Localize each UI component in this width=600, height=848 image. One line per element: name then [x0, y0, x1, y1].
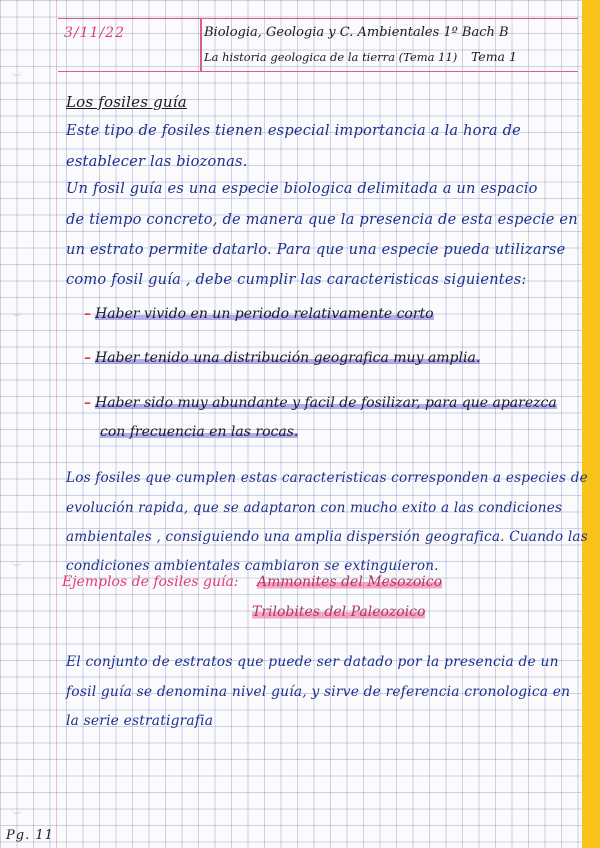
paragraph-line: como fosil guía , debe cumplir las caracteristicas siguientes:: [66, 271, 527, 288]
paragraph-line: ambientales , consiguiendo una amplia dispersión geografica. Cuando las: [66, 529, 588, 545]
page-number: Pg. 11: [6, 828, 54, 843]
margin-line: [56, 0, 57, 848]
paragraph-line: establecer las biozonas.: [66, 153, 248, 170]
paragraph-line: un estrato permite datarlo. Para que una especie pueda utilizarse: [66, 241, 566, 258]
page-header: [58, 18, 578, 72]
topic-line: [204, 49, 517, 64]
paragraph-line: Los fosiles que cumplen estas caracteristicas corresponden a especies de: [66, 470, 588, 486]
header-divider: [200, 19, 202, 71]
paragraph-line: Un fosil guía es una especie biologica delimitada a un espacio: [66, 180, 538, 197]
paragraph-line: evolución rapida, que se adaptaron con mucho exito a las condiciones: [66, 500, 563, 516]
bullet-item-continuation: [100, 424, 298, 440]
ring-hole-mark: [12, 310, 22, 316]
paragraph-line: de tiempo concreto, de manera que la presencia de esta especie en: [66, 211, 578, 228]
paragraph-line: la serie estratigrafia: [66, 713, 214, 729]
examples-line-2: [252, 604, 425, 620]
bullet-text: Haber sido muy abundante y facil de fosilizar, para que aparezca: [95, 395, 557, 411]
subject-line: [204, 25, 509, 40]
page-title: Los fosiles guía: [66, 93, 187, 111]
example-item: Ammonites del Mesozoico: [256, 574, 443, 590]
course: 1º Bach B: [443, 25, 509, 40]
bullet-item: – Haber vivido en un periodo relativamente corto: [84, 306, 434, 322]
yellow-page-edge: [582, 0, 600, 848]
paragraph-line: Este tipo de fosiles tienen especial importancia a la hora de: [66, 122, 521, 139]
topic: La historia geologica de la tierra (Tema 11): [204, 50, 458, 64]
ring-hole-mark: [12, 70, 22, 76]
examples-line: [62, 574, 442, 590]
bullet-text: Haber vivido en un periodo relativamente corto: [95, 306, 434, 322]
bullet-text: con frecuencia en las rocas.: [100, 424, 299, 440]
example-item: Trilobites del Paleozoico: [252, 604, 426, 620]
bullet-text: Haber tenido una distribución geografica muy amplia.: [95, 350, 481, 366]
examples-label: Ejemplos de fosiles guía:: [62, 574, 239, 590]
ring-hole-mark: [12, 808, 22, 814]
tema: Tema 1: [470, 49, 517, 64]
subject: Biologia, Geologia y C. Ambientales: [204, 25, 440, 40]
ring-hole-mark: [12, 560, 22, 566]
bullet-item: – Haber tenido una distribución geografica muy amplia.: [84, 350, 481, 366]
paragraph-line: condiciones ambientales cambiaron se extinguieron.: [66, 558, 439, 574]
date: 3/11/22: [64, 25, 125, 41]
paragraph-line: fosil guía se denomina nivel guía, y sirve de referencia cronologica en: [66, 684, 571, 700]
paragraph-line: El conjunto de estratos que puede ser datado por la presencia de un: [66, 654, 559, 670]
bullet-item: – Haber sido muy abundante y facil de fosilizar, para que aparezca: [84, 395, 557, 411]
